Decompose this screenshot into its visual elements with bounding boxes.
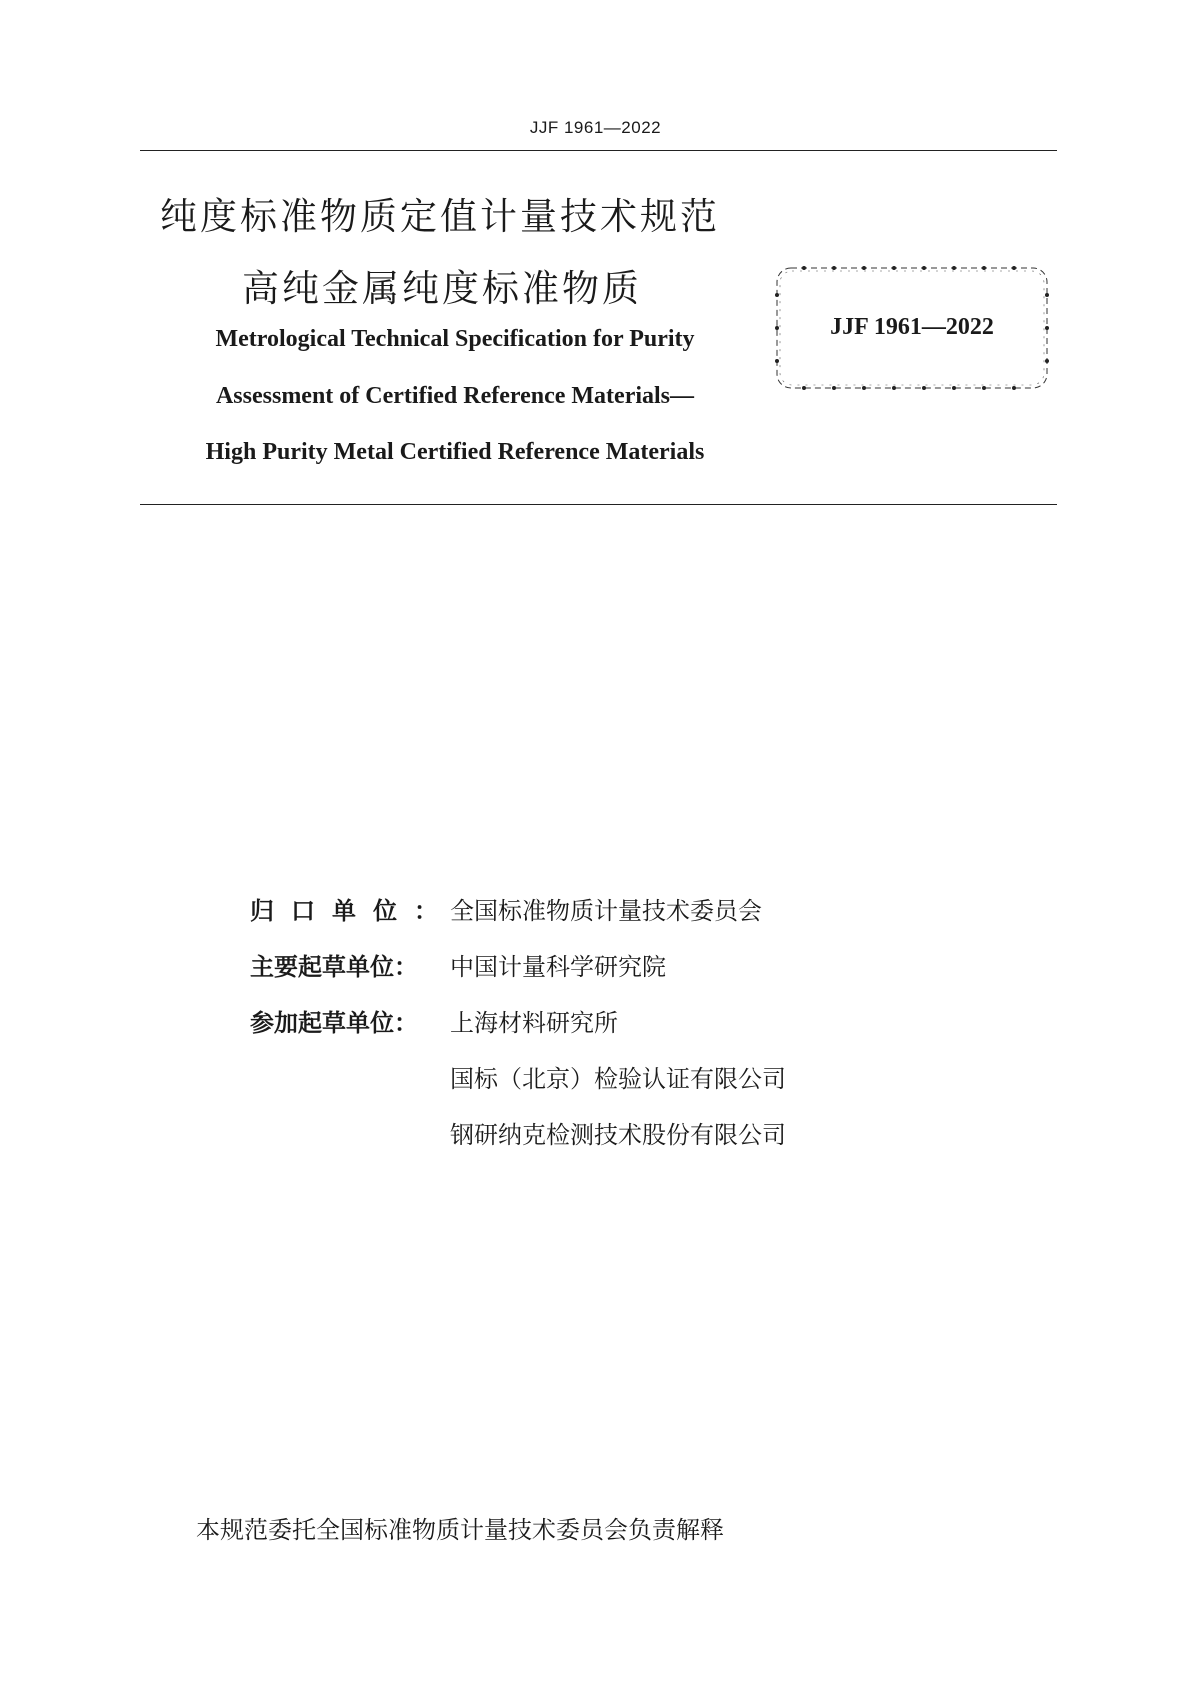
title-english-line-1: Metrological Technical Specification for Purity: [215, 326, 695, 352]
participating-unit-label: 参加起草单位：: [250, 1008, 418, 1037]
participating-unit-row: [250, 992, 786, 1048]
responsible-unit-value: 全国标准物质计量技术委员会: [450, 896, 762, 925]
drafting-units-block: [250, 880, 786, 1160]
participating-unit-row: [250, 1048, 786, 1104]
title-english-line-2: Assessment of Certified Reference Materials—: [215, 383, 695, 409]
participating-unit-value: 钢研纳克检测技术股份有限公司: [450, 1120, 786, 1149]
main-drafting-unit-label: 主要起草单位：: [250, 952, 418, 981]
title-chinese-sub: 高纯金属纯度标准物质: [242, 267, 642, 310]
participating-unit-value: 国标（北京）检验认证有限公司: [450, 1064, 786, 1093]
standard-code-box: [774, 265, 1050, 391]
responsible-unit-label: 归口单位：: [250, 896, 455, 925]
participating-unit-value: 上海材料研究所: [450, 1008, 618, 1037]
main-drafting-unit-row: [250, 936, 786, 992]
responsible-unit-row: [250, 880, 786, 936]
title-chinese-main: 纯度标准物质定值计量技术规范: [160, 195, 720, 238]
page-header-code: JJF 1961—2022: [529, 118, 662, 137]
interpretation-note: 本规范委托全国标准物质计量技术委员会负责解释: [196, 1516, 724, 1544]
title-english-line-3: High Purity Metal Certified Reference Materials: [205, 439, 705, 465]
top-rule: [140, 150, 1057, 151]
main-drafting-unit-value: 中国计量科学研究院: [450, 952, 666, 981]
standard-code-text: JJF 1961—2022: [830, 314, 994, 340]
bottom-rule: [140, 504, 1057, 505]
participating-unit-row: [250, 1104, 786, 1160]
